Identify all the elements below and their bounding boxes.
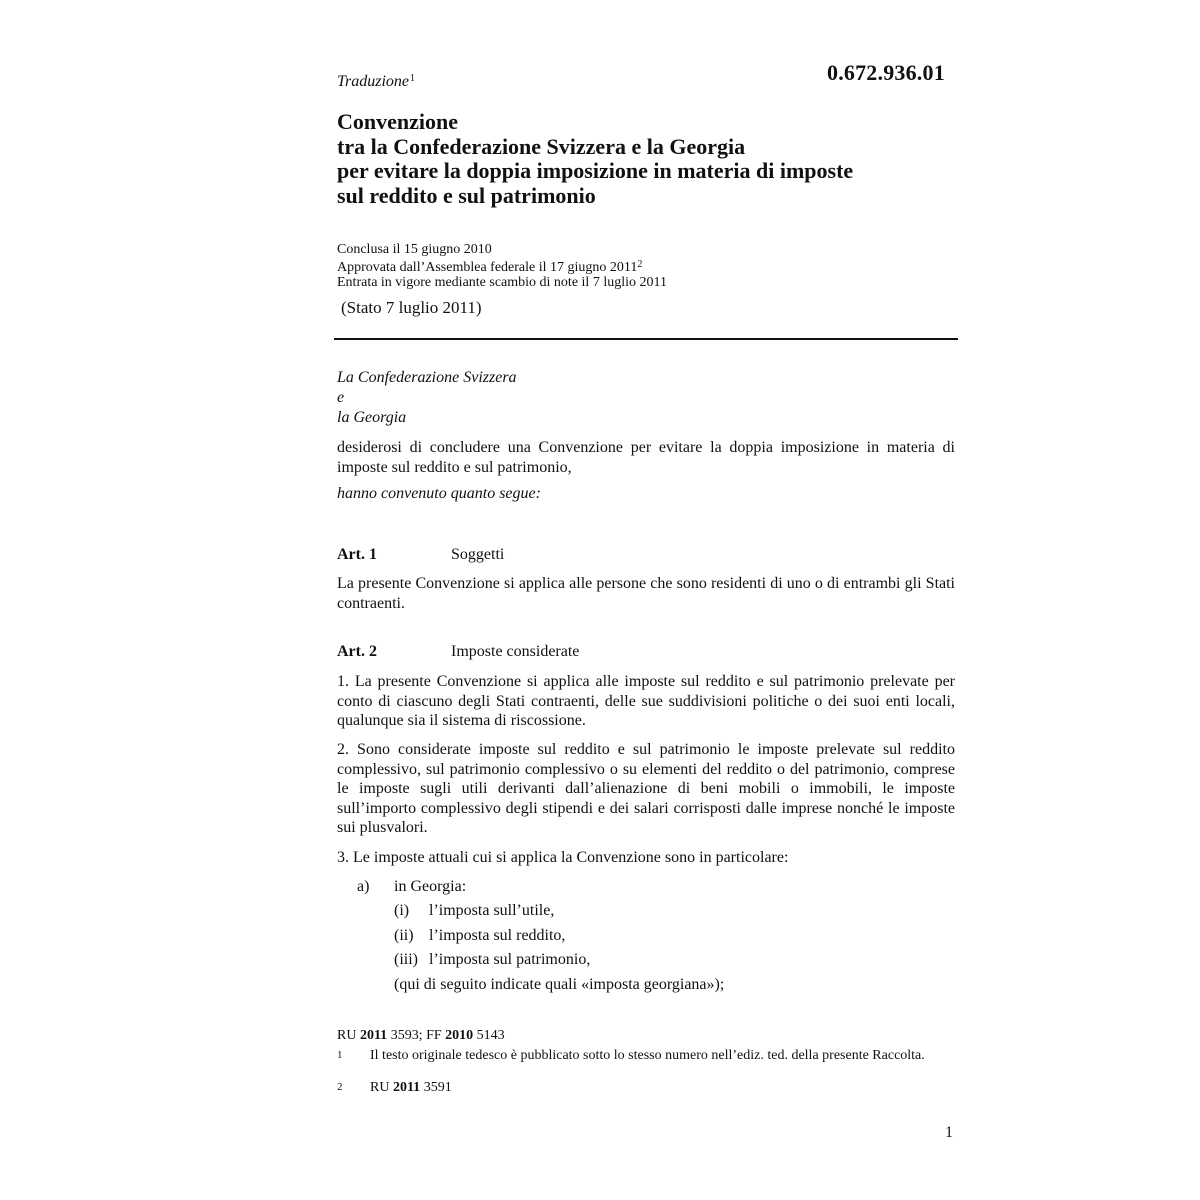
party-conjunction: e	[337, 389, 345, 406]
georgian-tax-definition: (qui di seguito indicate quali «imposta georgiana»);	[394, 976, 725, 993]
article-2-paragraph-1: 1. La presente Convenzione si applica alle imposte sul reddito e sul patrimonio prelevate per conto di ciascuno degli Stati contraenti, delle sue suddivisioni politiche o dei suoi enti locali, qualunque sia il sistema di riscossione.	[337, 673, 955, 729]
article-1-number: Art. 1	[337, 546, 377, 563]
translation-label	[337, 73, 415, 91]
sub-item-label: (ii)	[394, 927, 414, 944]
official-reference	[337, 1028, 505, 1044]
article-2-title: Imposte considerate	[451, 643, 580, 660]
page-number: 1	[945, 1124, 953, 1141]
sr-number: 0.672.936.01	[827, 60, 945, 85]
fn2-ru-label: RU	[370, 1080, 393, 1095]
ff-number: 5143	[473, 1028, 505, 1043]
footnote-2-text	[370, 1080, 960, 1095]
footnote-2-number: 2	[337, 1081, 343, 1093]
footnote-1-text: Il testo originale tedesco è pubblicato sotto lo stesso numero nell’ediz. ted. della presente Raccolta.	[370, 1048, 925, 1063]
approvata-text: Approvata dall’Assemblea federale il 17 giugno 2011	[337, 260, 638, 275]
party-switzerland: La Confederazione Svizzera	[337, 369, 517, 386]
entrata-date: Entrata in vigore mediante scambio di note il 7 luglio 2011	[337, 275, 667, 290]
article-2-number: Art. 2	[337, 643, 377, 660]
sub-item-label: (iii)	[394, 951, 418, 968]
conclusa-date: Conclusa il 15 giugno 2010	[337, 242, 492, 257]
ff-year: 2010	[445, 1028, 474, 1043]
footnote-1-number: 1	[337, 1049, 343, 1061]
stato-date: (Stato 7 luglio 2011)	[341, 298, 482, 317]
fn2-number: 3591	[420, 1080, 452, 1095]
footnote-ref-2[interactable]: 2	[637, 259, 643, 270]
translation-text: Traduzione	[337, 73, 410, 90]
sub-item-text: l’imposta sul patrimonio,	[429, 951, 591, 968]
fn2-year: 2011	[392, 1080, 421, 1095]
footnote-ref-1[interactable]: 1	[410, 73, 416, 84]
document-title	[337, 110, 957, 208]
ru-year: 2011	[359, 1028, 388, 1043]
approvata-date	[337, 257, 667, 275]
document-metadata	[337, 242, 667, 290]
ru-label: RU	[337, 1028, 360, 1043]
preamble-hanno: hanno convenuto quanto segue:	[337, 485, 541, 502]
list-item-a-text: in Georgia:	[394, 878, 467, 895]
title-line-4: sul reddito e sul patrimonio	[337, 182, 596, 208]
document-page	[337, 0, 957, 1200]
preamble-desiderosi: desiderosi di concludere una Convenzione per evitare la doppia imposizione in materia di imposte sul reddito e sul patrimonio,	[337, 439, 955, 476]
article-2-heading	[337, 643, 579, 661]
preamble-parties	[337, 368, 517, 428]
article-1-title: Soggetti	[451, 546, 505, 563]
list-item-a-label: a)	[357, 878, 370, 895]
sub-item-text: l’imposta sul reddito,	[429, 927, 566, 944]
article-2-paragraph-2: 2. Sono considerate imposte sul reddito e sul patrimonio le imposte prelevate sul reddito complessivo, sul patrimonio complessivo o su elementi del reddito o del patrimonio, comprese le imposte sugli utili derivanti dall’alienazione di beni mobili o immobili, le imposte sull’importo complessivo degli stipendi e dei salari corrisposti dalle imprese nonché le imposte sui plusvalori.	[337, 741, 955, 836]
title-line-2: tra la Confederazione Svizzera e la Georgia	[337, 133, 746, 159]
ru-number: 3593; FF	[387, 1028, 446, 1043]
article-2-paragraph-3: 3. Le imposte attuali cui si applica la Convenzione sono in particolare:	[337, 849, 789, 866]
sub-item-text: l’imposta sull’utile,	[429, 902, 555, 919]
party-georgia: la Georgia	[337, 409, 407, 426]
sub-item-label: (i)	[394, 902, 410, 919]
title-line-3: per evitare la doppia imposizione in materia di imposte	[337, 158, 854, 183]
article-1-heading	[337, 546, 504, 564]
title-line-1: Convenzione	[337, 109, 458, 134]
article-1-text: La presente Convenzione si applica alle persone che sono residenti di uno o di entrambi gli Stati contraenti.	[337, 575, 955, 612]
header-divider	[334, 338, 958, 340]
